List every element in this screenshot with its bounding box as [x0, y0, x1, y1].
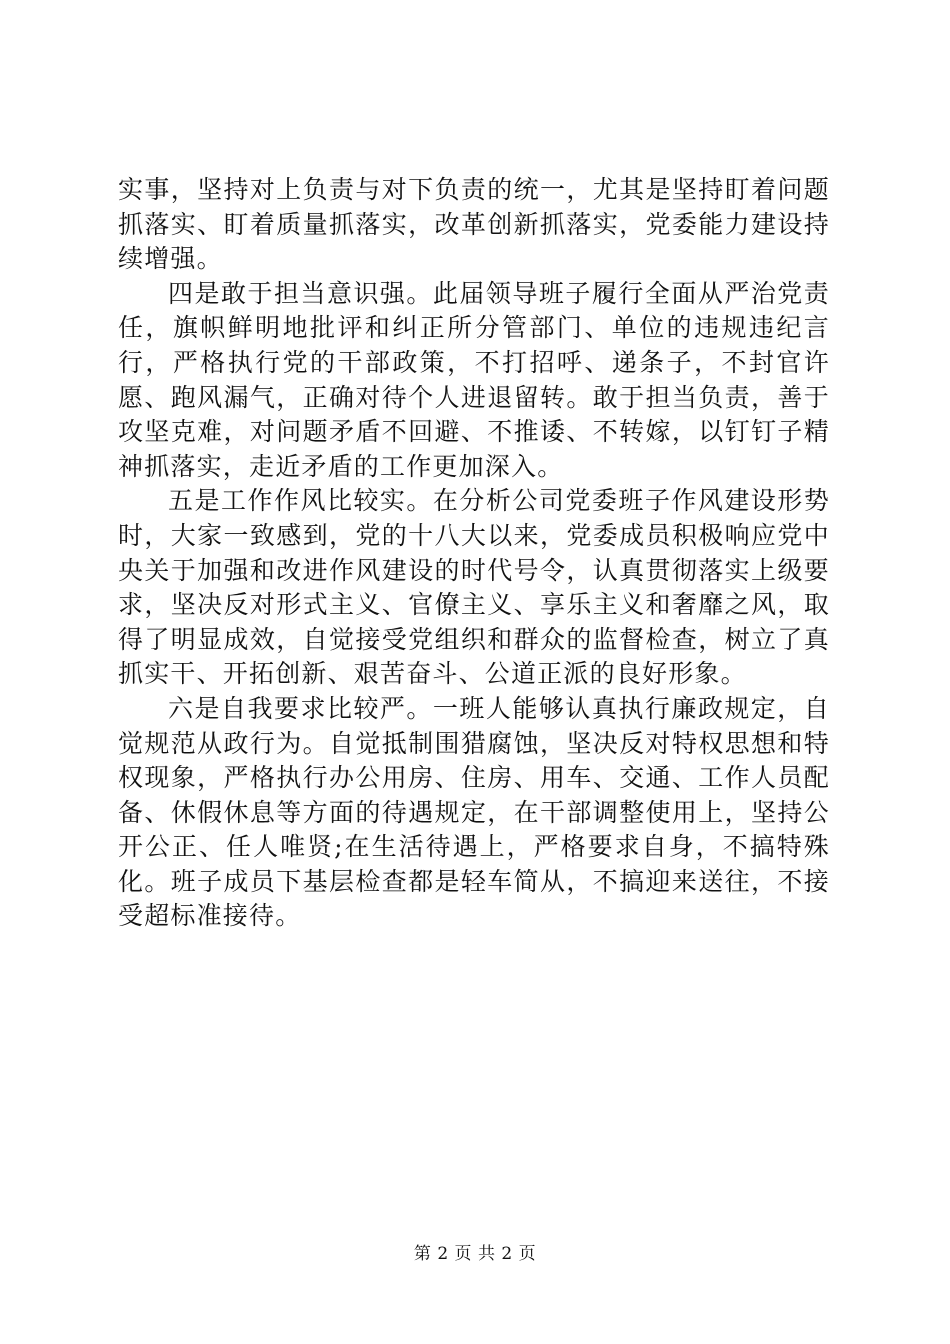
paragraph-point-six: 六是自我要求比较严。一班人能够认真执行廉政规定，自觉规范从政行为。自觉抵制围猎腐蚀，坚决反对特权思想和特权现象，严格执行办公用房、住房、用车、交通、工作人员配备、休假休息等方面的待遇规定，在干部调整使用上，坚持公开公正、任人唯贤;在生活待遇上，严格要求自身，不搞特殊化。班子成员下基层检查都是轻车简从，不搞迎来送往，不接受超标准接待。 — [118, 693, 830, 931]
page-number-label: 第 2 页 共 2 页 — [413, 1244, 537, 1264]
document-body — [118, 173, 830, 934]
paragraph-continuation: 实事，坚持对上负责与对下负责的统一，尤其是坚持盯着问题抓落实、盯着质量抓落实，改革创新抓落实，党委能力建设持续增强。 — [118, 175, 830, 274]
paragraph-point-four: 四是敢于担当意识强。此届领导班子履行全面从严治党责任，旗帜鲜明地批评和纠正所分管部门、单位的违规违纪言行，严格执行党的干部政策，不打招呼、递条子，不封官许愿、跑风漏气，正确对待个人进退留转。敢于担当负责，善于攻坚克难，对问题矛盾不回避、不推诿、不转嫁，以钉钉子精神抓落实，走近矛盾的工作更加深入。 — [118, 278, 830, 481]
paragraph-point-five: 五是工作作风比较实。在分析公司党委班子作风建设形势时，大家一致感到，党的十八大以来，党委成员积极响应党中央关于加强和改进作风建设的时代号令，认真贯彻落实上级要求，坚决反对形式主义、官僚主义、享乐主义和奢靡之风，取得了明显成效，自觉接受党组织和群众的监督检查，树立了真抓实干、开拓创新、艰苦奋斗、公道正派的良好形象。 — [118, 486, 830, 689]
page-footer — [0, 1243, 950, 1265]
